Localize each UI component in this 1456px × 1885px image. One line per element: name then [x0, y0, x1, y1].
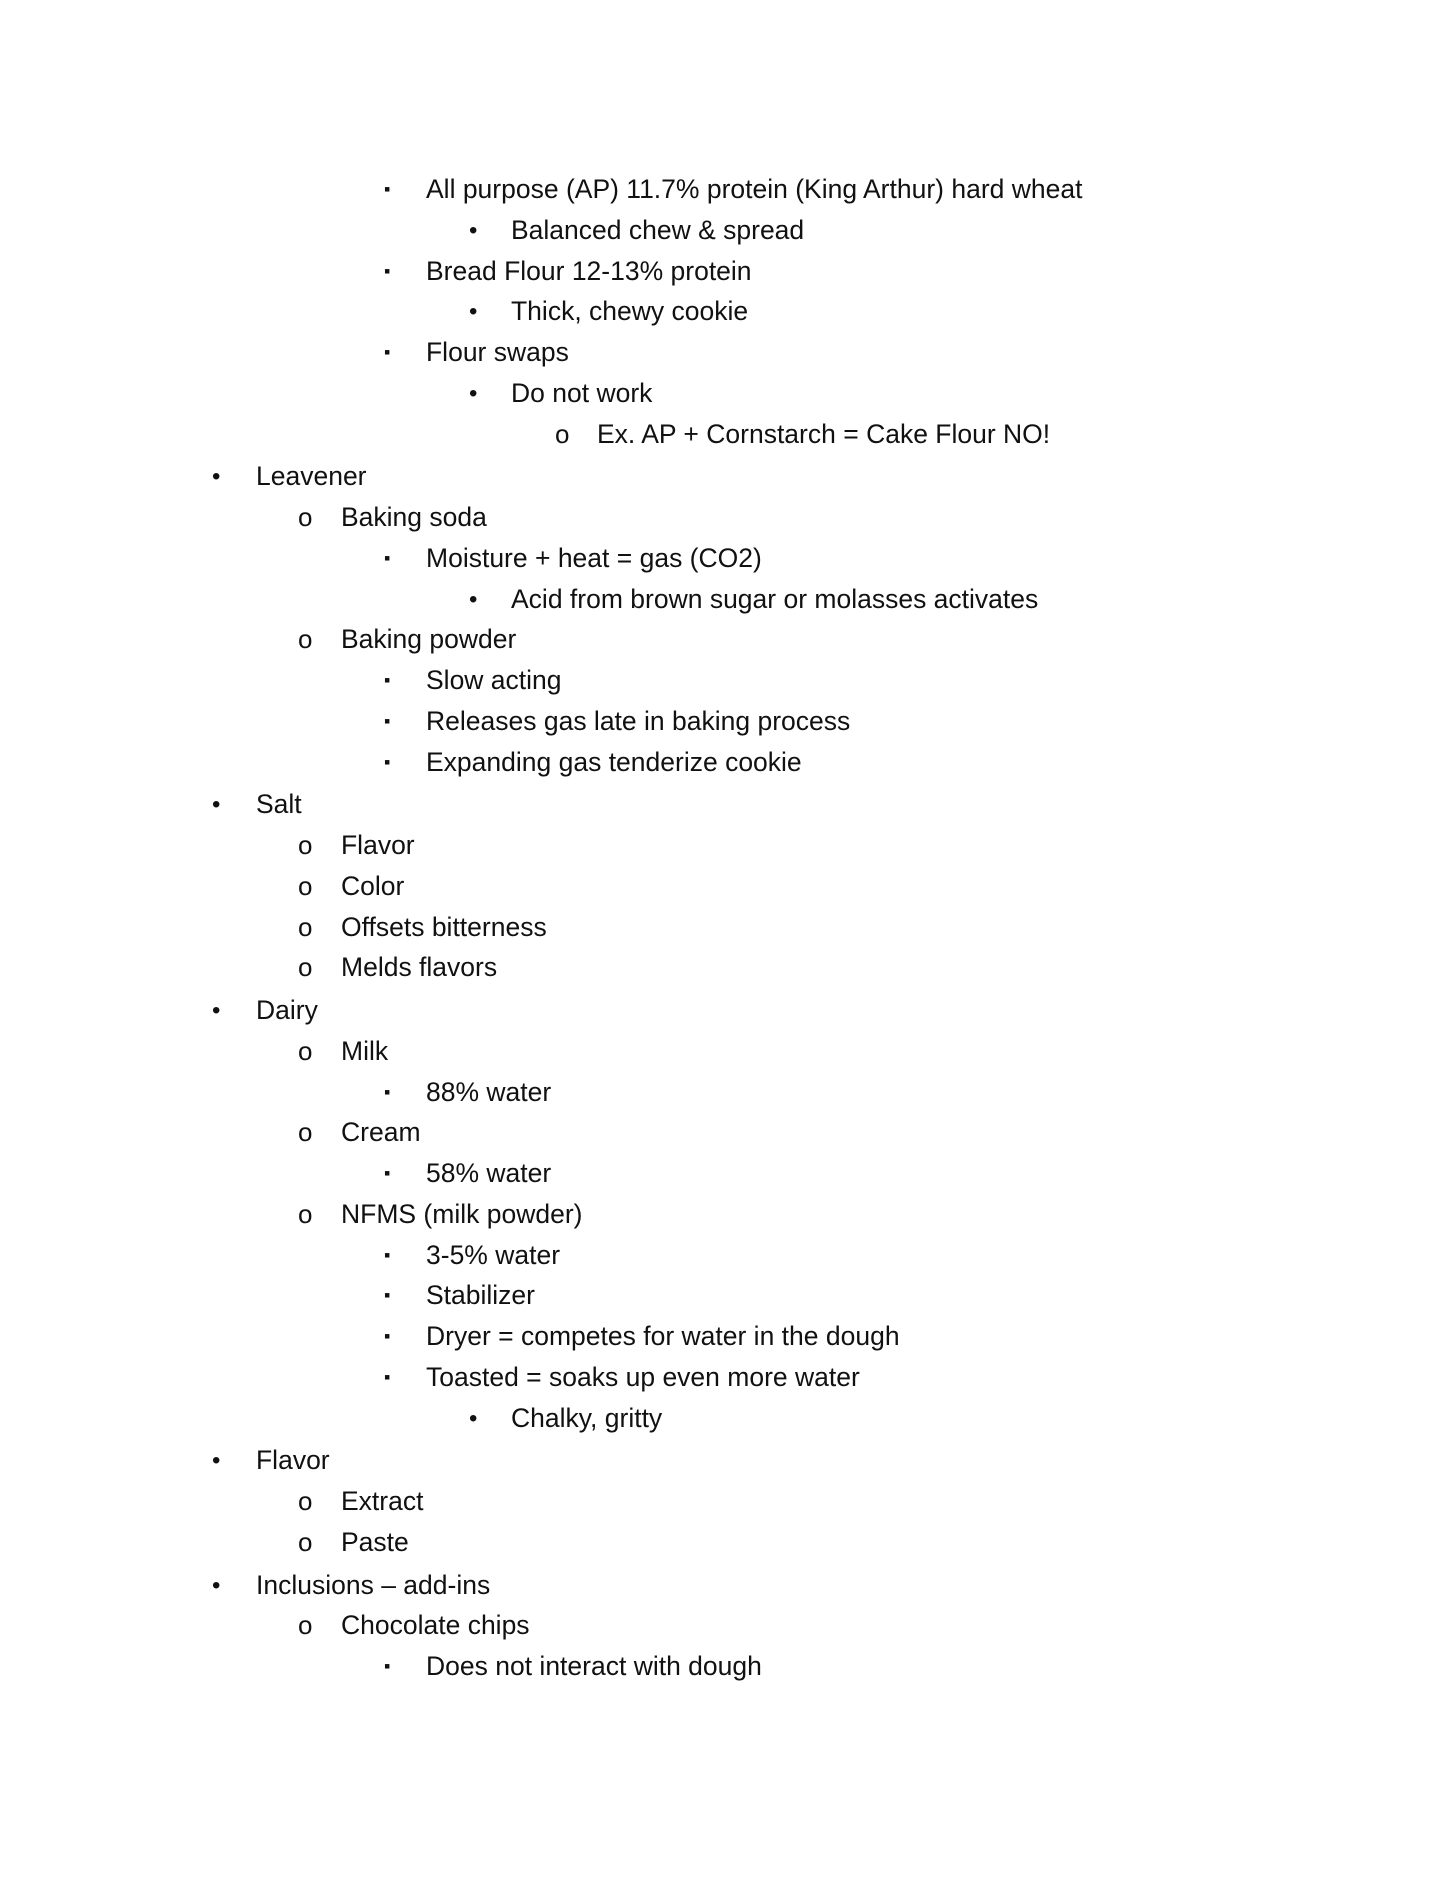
- circle-bullet-icon: o: [298, 1117, 313, 1147]
- list-item-text: Releases gas late in baking process: [426, 706, 851, 736]
- square-bullet-icon: ▪: [384, 1163, 391, 1183]
- disc-bullet-icon: •: [469, 380, 478, 407]
- list-item-text: Moisture + heat = gas (CO2): [426, 543, 762, 573]
- square-bullet-icon: ▪: [384, 1326, 391, 1346]
- list-item-text: NFMS (milk powder): [341, 1199, 583, 1229]
- disc-bullet-icon: •: [212, 791, 221, 818]
- list-item-text: Leavener: [256, 461, 367, 491]
- disc-bullet-icon: •: [212, 997, 221, 1024]
- list-item-text: Toasted = soaks up even more water: [426, 1362, 860, 1392]
- list-item-text: Dairy: [256, 995, 318, 1025]
- circle-bullet-icon: o: [298, 1610, 313, 1640]
- disc-bullet-icon: •: [212, 1447, 221, 1474]
- list-item-text: Paste: [341, 1527, 409, 1557]
- square-bullet-icon: ▪: [384, 548, 391, 568]
- circle-bullet-icon: o: [298, 624, 313, 654]
- list-item-text: All purpose (AP) 11.7% protein (King Arthur) hard wheat: [426, 174, 1083, 204]
- circle-bullet-icon: o: [555, 419, 570, 449]
- list-item-text: Extract: [341, 1486, 424, 1516]
- circle-bullet-icon: o: [298, 1486, 313, 1516]
- square-bullet-icon: ▪: [384, 1367, 391, 1387]
- list-item-text: Stabilizer: [426, 1280, 535, 1310]
- circle-bullet-icon: o: [298, 1527, 313, 1557]
- circle-bullet-icon: o: [298, 952, 313, 982]
- list-item-text: Do not work: [511, 378, 653, 408]
- list-item-text: Ex. AP + Cornstarch = Cake Flour NO!: [597, 419, 1051, 449]
- list-item-text: Chalky, gritty: [511, 1403, 663, 1433]
- list-item-text: Expanding gas tenderize cookie: [426, 747, 802, 777]
- disc-bullet-icon: •: [469, 1405, 478, 1432]
- disc-bullet-icon: •: [212, 463, 221, 490]
- square-bullet-icon: ▪: [384, 1656, 391, 1676]
- square-bullet-icon: ▪: [384, 670, 391, 690]
- list-item-text: Baking soda: [341, 502, 487, 532]
- list-item-text: Melds flavors: [341, 952, 498, 982]
- list-item-text: Thick, chewy cookie: [511, 296, 749, 326]
- list-item-text: 88% water: [426, 1077, 552, 1107]
- list-item-text: Acid from brown sugar or molasses activates: [511, 584, 1039, 614]
- list-item-text: Flour swaps: [426, 337, 569, 367]
- circle-bullet-icon: o: [298, 1036, 313, 1066]
- square-bullet-icon: ▪: [384, 179, 391, 199]
- square-bullet-icon: ▪: [384, 752, 391, 772]
- list-item-text: Milk: [341, 1036, 389, 1066]
- circle-bullet-icon: o: [298, 830, 313, 860]
- square-bullet-icon: ▪: [384, 342, 391, 362]
- square-bullet-icon: ▪: [384, 261, 391, 281]
- list-item-text: Salt: [256, 789, 302, 819]
- circle-bullet-icon: o: [298, 1199, 313, 1229]
- square-bullet-icon: ▪: [384, 1285, 391, 1305]
- square-bullet-icon: ▪: [384, 1082, 391, 1102]
- list-item-text: Does not interact with dough: [426, 1651, 762, 1681]
- list-item-text: Color: [341, 871, 405, 901]
- list-item-text: Baking powder: [341, 624, 517, 654]
- square-bullet-icon: ▪: [384, 1245, 391, 1265]
- list-item-text: Balanced chew & spread: [511, 215, 805, 245]
- disc-bullet-icon: •: [212, 1572, 221, 1599]
- list-item-text: Bread Flour 12-13% protein: [426, 256, 752, 286]
- disc-bullet-icon: •: [469, 298, 478, 325]
- circle-bullet-icon: o: [298, 871, 313, 901]
- list-item-text: 58% water: [426, 1158, 552, 1188]
- list-item-text: 3-5% water: [426, 1240, 561, 1270]
- disc-bullet-icon: •: [469, 586, 478, 613]
- list-item-text: Flavor: [341, 830, 415, 860]
- list-item-text: Flavor: [256, 1445, 330, 1475]
- list-item-text: Slow acting: [426, 665, 562, 695]
- square-bullet-icon: ▪: [384, 711, 391, 731]
- list-item-text: Offsets bitterness: [341, 912, 547, 942]
- disc-bullet-icon: •: [469, 217, 478, 244]
- list-item-text: Chocolate chips: [341, 1610, 530, 1640]
- circle-bullet-icon: o: [298, 912, 313, 942]
- circle-bullet-icon: o: [298, 502, 313, 532]
- list-item-text: Dryer = competes for water in the dough: [426, 1321, 900, 1351]
- list-item-text: Inclusions – add-ins: [256, 1570, 491, 1600]
- list-item-text: Cream: [341, 1117, 421, 1147]
